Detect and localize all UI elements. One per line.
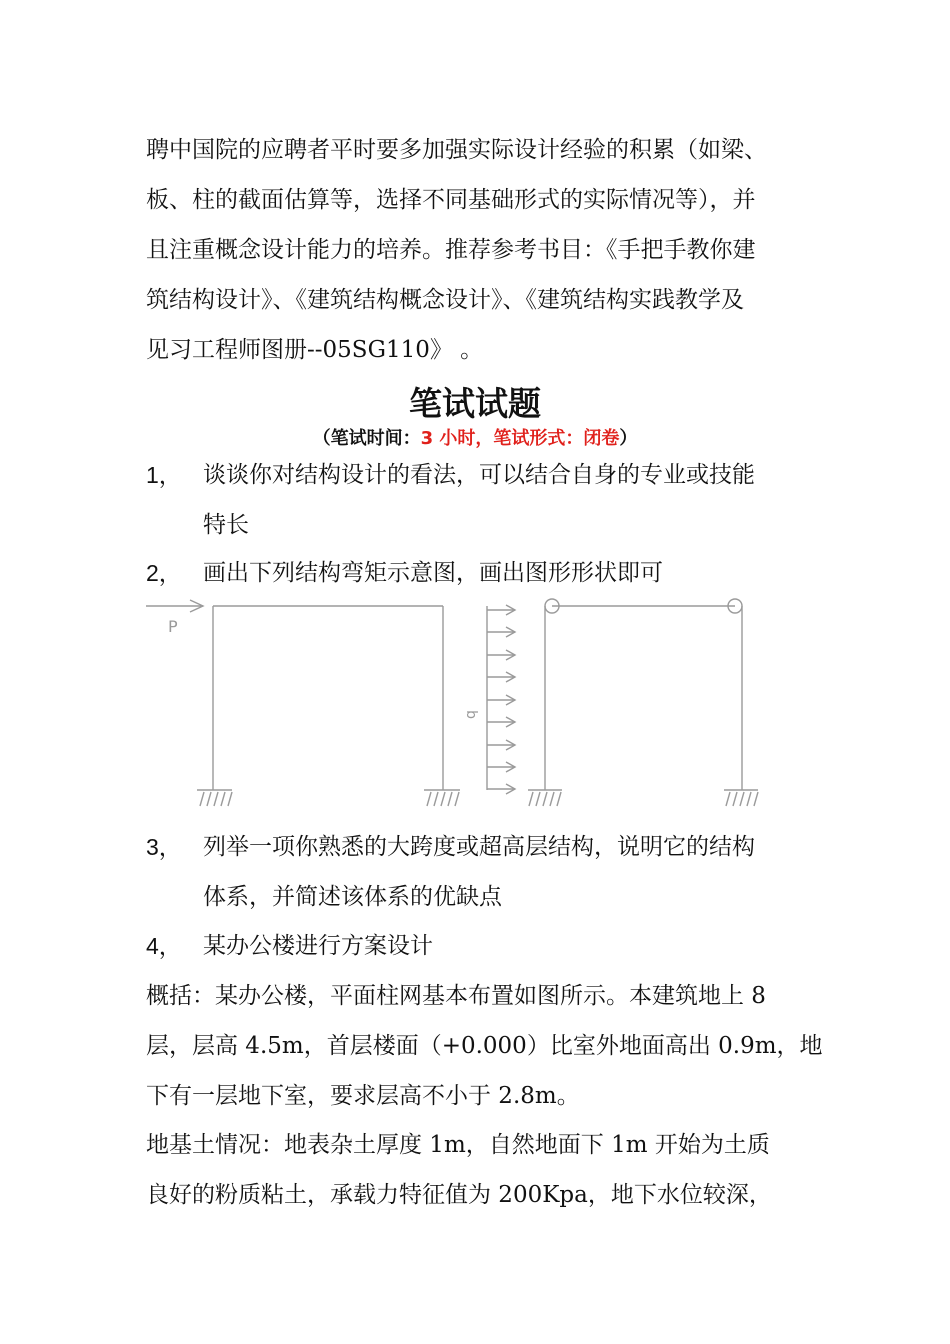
question-text: 列举一项你熟悉的大跨度或超高层结构，说明它的结构 (203, 834, 755, 860)
question-text: 画出下列结构弯矩示意图，画出图形形状即可 (203, 560, 663, 586)
subtitle-close: ） (619, 428, 638, 449)
body-line: 概括：某办公楼，平面柱网基本布置如图所示。本建筑地上 8 (146, 983, 766, 1009)
exam-title: 笔试试题 (409, 384, 541, 423)
subtitle-time: 3 小时，笔试形式：闭卷 (420, 428, 620, 449)
question-number: 3， (146, 834, 182, 860)
load-q-label: q (463, 710, 479, 719)
question-number: 1， (146, 462, 182, 488)
intro-line: 板、柱的截面估算等，选择不同基础形式的实际情况等），并 (146, 187, 756, 213)
body-line: 下有一层地下室，要求层高不小于 2.8m。 (146, 1083, 580, 1109)
question-number: 4， (146, 933, 182, 959)
fixed-support-hatch (529, 792, 561, 806)
frame-2-portal (528, 606, 758, 790)
intro-line: 筑结构设计》、《建筑结构概念设计》、《建筑结构实践教学及 (146, 287, 744, 313)
intro-line: 聘中国院的应聘者平时要多加强实际设计经验的积累（如梁、 (146, 137, 767, 163)
subtitle-open: （笔试时间： (312, 428, 421, 449)
question-text: 体系，并简述该体系的优缺点 (203, 884, 502, 910)
frame-1-portal (197, 606, 460, 790)
load-p-arrow (146, 600, 203, 612)
fixed-support-hatch (200, 792, 232, 806)
fixed-support-hatch (427, 792, 459, 806)
question-text: 某办公楼进行方案设计 (203, 933, 433, 959)
body-line: 层，层高 4.5m，首层楼面（+0.000）比室外地面高出 0.9m，地 (146, 1033, 823, 1059)
body-line: 地基土情况：地表杂土厚度 1m，自然地面下 1m 开始为土质 (146, 1132, 770, 1158)
distributed-load-q (487, 605, 515, 794)
load-p-label: P (168, 617, 178, 636)
body-line: 良好的粉质粘土，承载力特征值为 200Kpa，地下水位较深， (146, 1182, 772, 1208)
question-text: 谈谈你对结构设计的看法，可以结合自身的专业或技能 (203, 462, 755, 488)
question-text: 特长 (203, 512, 249, 538)
question-number: 2， (146, 560, 182, 586)
fixed-support-hatch (726, 792, 758, 806)
intro-line: 见习工程师图册--05SG110》 。 (146, 337, 484, 363)
intro-line: 且注重概念设计能力的培养。推荐参考书目：《手把手教你建 (146, 237, 756, 263)
